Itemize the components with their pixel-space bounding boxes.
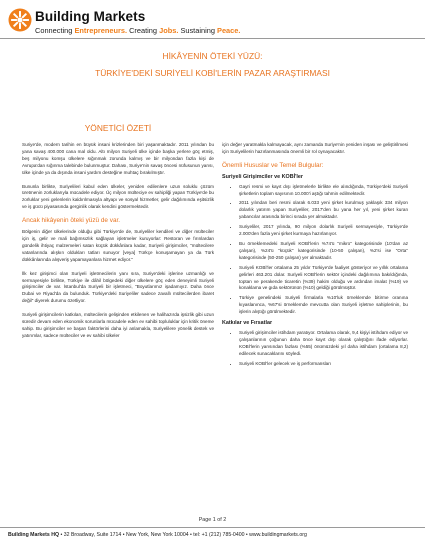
tagline-entrepreneurs: Entrepreneurs. [74, 26, 128, 35]
tagline-jobs: Jobs. [159, 26, 179, 35]
paragraph: için değer yaratmakla kalmayacak, aynı zamanda Suriye'nin yeniden inşası ve geliştirilmesi için Suriyelilerin hazırlanmasında önemli bir rol oynayacaktır. [222, 142, 408, 154]
report-title-line2: TÜRKİYE'DEKİ SURİYELİ KOBİ'LERİN PAZAR ARAŞTIRMASI [95, 68, 330, 78]
paragraph: Suriye'de, modern tarihin en büyük insani krizlerinden biri yaşanmaktadır. 2011 yılından bu yana savaş 400.000 cana mal oldu. Altı milyon Suriyeli ülke içinde başka yerlere göç etmiş, beş milyonu komşu ülkelere sığınmak zorunda kalmış ve bir milyondan fazla kişi de Avrupa'dan sığınma talebinde bulunmuştur. Dahası, Suriye'nin savaş öncesi nüfusunun yarısı, ülke içinde ya da dışında insani yardım desteğine muhtaç bırakılmıştır. [22, 142, 214, 175]
contributions-subheading: Katkılar ve Fırsatlar [222, 320, 273, 327]
bullet-item: • Suriyeli KOBİ'ler gelecek ve iş performansları [239, 361, 408, 368]
right-column [222, 142, 408, 371]
bullet-item: • Suriyeli girişimciler istihdam yaratıyor. Ortalama olarak, 9,4 kişiyi istihdam ediyor ve çalışanlarının çoğunun daha önce kayıt dışı olarak çalıştığını ifade ediyorlar. KOBİ'lerin yarısından fazlası (%55) önümüzdeki yıl daha istihdam (ortalama 8,2) edilecek sunacaklarını söyledi. [239, 330, 408, 358]
bullet-item: • Türkiye genelindeki Suriyeli firmalarla %10'luk örneklemde bitirme oranına kıyaslanınca, %67'si örneklemde mevcutta olan Suriyeli işletme sahiplerinin, bu işlerin alıştığı görülmektedir. [239, 295, 408, 316]
paragraph: İlk kez girişimci olan Suriyeli işletmecilerin yanı sıra, Suriye'deki işlerine uzmanlığı ve sermayesiyle birlikte, Türkiye ile dâhil bölgedeki diğer ülkelere göç eden deneyimli Suriyeli girişimciler de var. İstanbul'da Suriyeli bir işletmeci, "Boyutlarımız işadamıyız. Daha önce Dubai ve Riyad'da da bulunduk. Türkiye'deki Suriyeliler sadece zavallı mültecilerden ibaret değil" diyerek durumu özetliyor. [22, 270, 214, 304]
bullet-item: • Suriyeliler, 2017 yılında, 90 milyon dolarlık Suriyeli sermayesiyle, Türkiye'de 2.000'den fazla yeni şirket kurmaya hazırlanıyor. [239, 224, 408, 238]
tagline-prefix: Connecting [35, 26, 75, 35]
report-title-line1: HİKÂYENİN ÖTEKİ YÜZÜ: [162, 51, 263, 61]
building-markets-logo-icon [8, 8, 32, 32]
page-footer [8, 532, 307, 538]
brand-tagline [35, 26, 240, 35]
tagline-peace: Peace. [217, 26, 241, 35]
header-divider [0, 38, 425, 39]
brand-name: Building Markets [35, 9, 146, 24]
tagline-sustaining: Sustaining [178, 26, 218, 35]
page-number: Page 1 of 2 [198, 517, 227, 523]
bullet-item: • 2011 yılından beri resmi olarak 6.033 yeni şirket kurulmuş yaklaşık 334 milyon dolarlık yatırım yapan Suriyeliler, 2017'den bu yana her yıl, yeni şirket kuran yabancılar arasında birinci sırada yer almaktadır. [239, 200, 408, 221]
left-column [22, 142, 214, 347]
paragraph: Suriyeli girişimcilerin katkıları, mültecilerin gelişinden etkilenen ve halihazırda işsizlik gibi uzun süredir devam eden ekonomik sorunlarla mücadele eden ev sahibi topluluklar için kritik öneme sahip. Bu girişimciler ve başarı faktörlerini daha iyi anlamakla, Suriyelilere yönelik destek ve yatırımlar, sadece mülteciler ve ev sahibi ülkeler [22, 312, 214, 338]
brand-header [8, 6, 308, 38]
contributions-bullet-list [222, 330, 408, 368]
subheading: Ancak hikâyenin öteki yüzü de var. [22, 217, 121, 225]
executive-summary-heading: YÖNETİCİ ÖZETİ [84, 123, 152, 133]
bullet-item: • Suriyeli KOBİ'ler ortalama 25 yıldır Türkiye'de faaliyet gösteriyor ve yıllık ortalama gelirleri 463.201 dolar. Suriyeli KOBİ'lerin sektör içindeki dağılımına bakıldığında, toptan ve perakende ticaretin (%39) hakim olduğu ve ardından imalat (%19) ve konaklama ve gıda sektörünün (%10) geldiği görülmüştür. [239, 265, 408, 293]
entrepreneurs-bullet-list [222, 184, 408, 316]
bullet-item: • Gayri resmi ve kayıt dışı işletmelerle birlikte ele alındığında, Türkiye'deki Suriyeli şirketlerin toplam sayısının 10.000'i aştığı tahmin edilmektedir. [239, 184, 408, 198]
footer-divider [0, 527, 425, 528]
footer-org: Building Markets HQ [8, 532, 60, 538]
tagline-creating: Creating [127, 26, 160, 35]
footer-address: • 32 Broadway, Suite 1714 • New York, New York 10004 • tel: +1 (212) 785-0400 • www.buildingmarkets.org [59, 532, 307, 538]
findings-heading: Önemli Hususlar ve Temel Bulgular: [222, 161, 324, 169]
paragraph: Bölgenin diğer ülkelerinde olduğu gibi Türkiye'de de, Suriyeliler kendileri ve diğer mülteciler için iş, gelir ve mali bağımsızlık sağlayan işletmeler kuruyorlar: Restoran ve fırınlardan gündelik ihtiyaç malzemeleri satan küçük dükkânlara kadar, Suriyeli girişimciler, "mültecilere vatanlarında alışkın oldukları tatları sunuyor [veya] Türkçe konuşamayan ya da Türk dükkânlarında alışveriş yapamayanlara hizmet ediyor." [22, 229, 214, 262]
bullet-item: • Bu örneklemedeki Suriyeli KOBİ'lerin %74'ü "mikro" kategorisinde (10'dan az çalışan), %24'ü "küçük" kategorisinde (10-50 çalışan), %2'si ise "Orta" kategorisinde (50-250 çalışan) yer almaktadır. [239, 241, 408, 262]
entrepreneurs-subheading: Suriyeli Girişimciler ve KOBİ'ler [222, 173, 303, 180]
paragraph: Bununla birlikte, Suriyelileri kabul eden ülkeler, yeniden edilenlere uzun soluklu çözüm üretmenin zorluklarıyla mücadele ediyor. Üç milyon mülteciye ev sahipliği yapan Türkiye'de bu zorluklar yeni gelenlerin kaldırılmasıyla altyapı ve sosyal hizmetler, gelir dağılımında eşitsizlik ve iş gücü piyasasında gerginlik olarak kendini göstermektedir. [22, 183, 214, 210]
